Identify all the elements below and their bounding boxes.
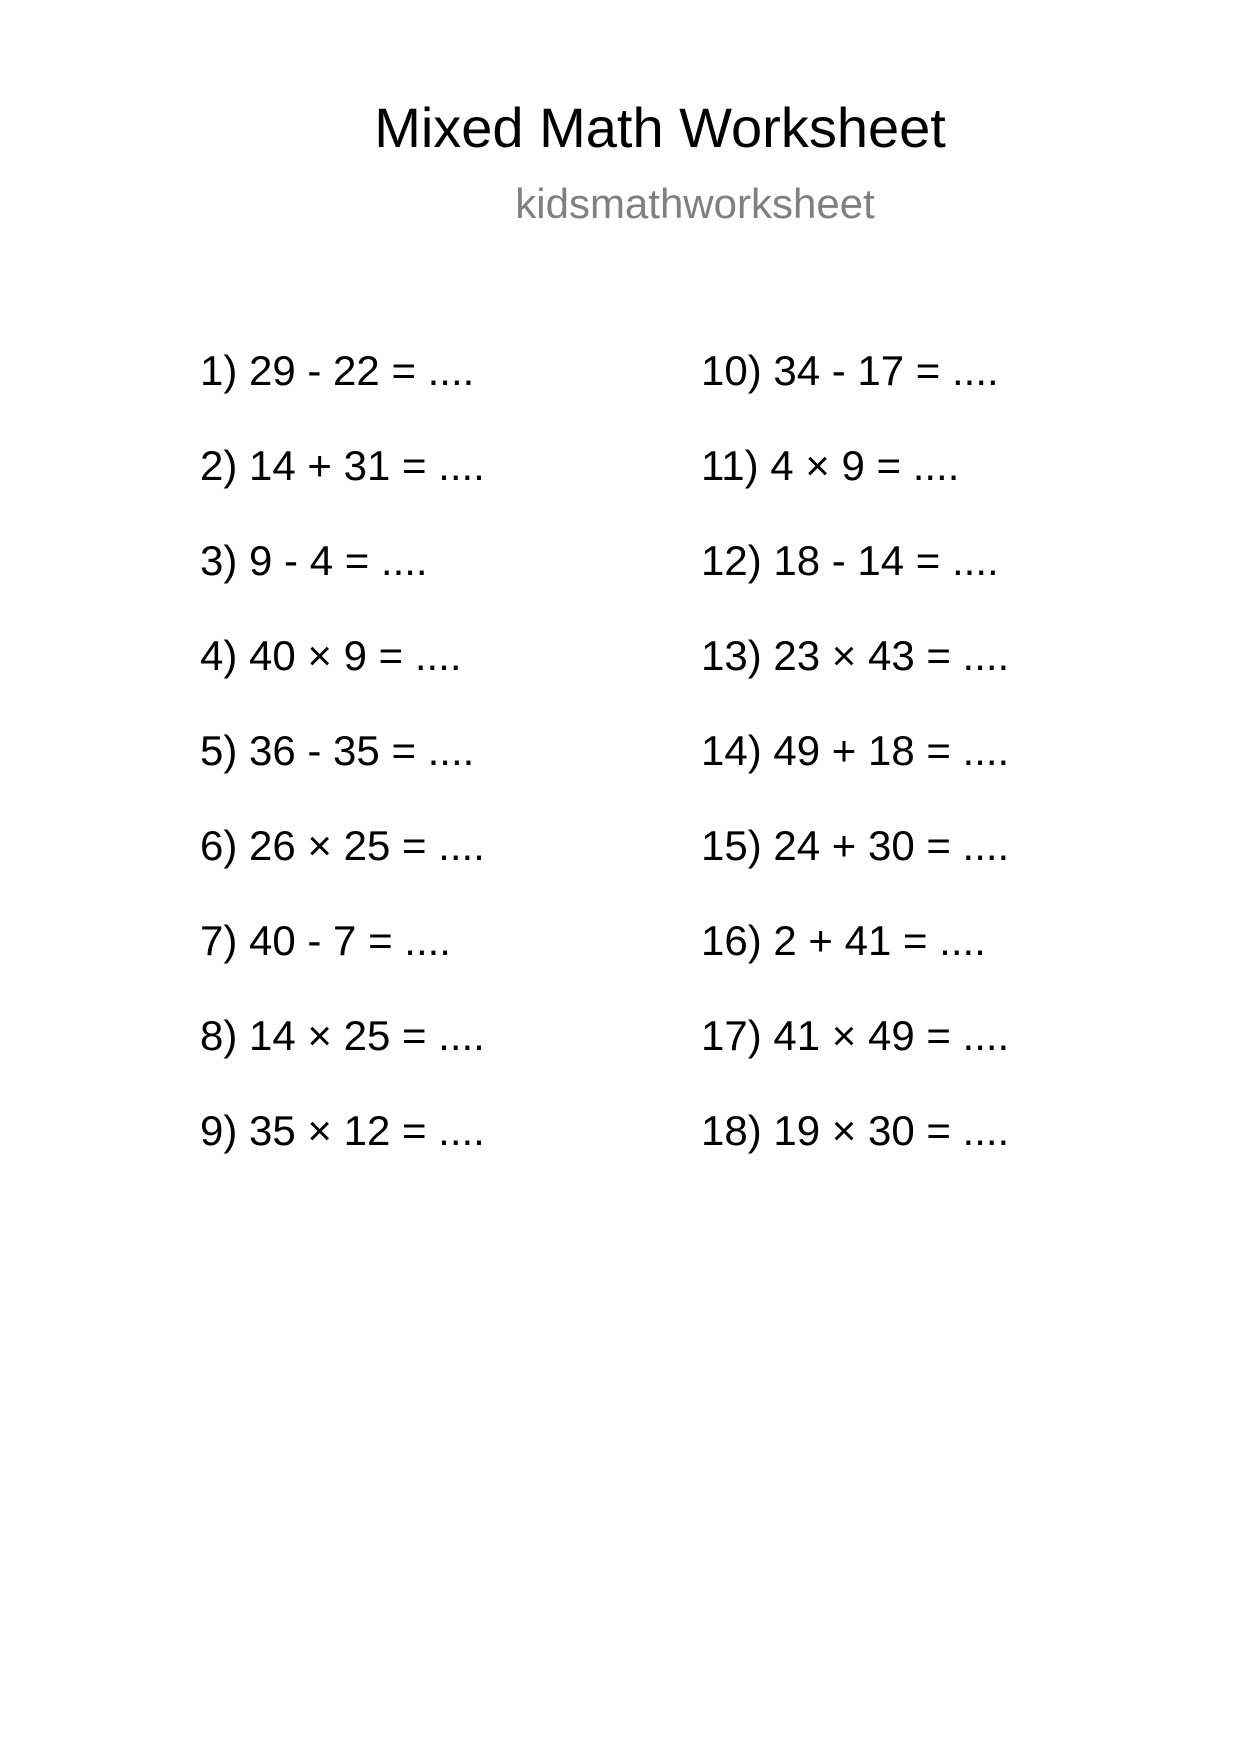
math-problem: 8) 14 × 25 = ....: [200, 1012, 485, 1059]
math-problem: 12) 18 - 14 = ....: [701, 537, 999, 584]
math-problem: 9) 35 × 12 = ....: [200, 1107, 485, 1154]
math-problem: 1) 29 - 22 = ....: [200, 347, 475, 394]
math-problem: 6) 26 × 25 = ....: [200, 822, 485, 869]
math-problem: 13) 23 × 43 = ....: [701, 632, 1010, 679]
math-problem: 2) 14 + 31 = ....: [200, 442, 485, 489]
math-problem: 7) 40 - 7 = ....: [200, 917, 451, 964]
math-problem: 14) 49 + 18 = ....: [701, 727, 1010, 774]
math-problem: 16) 2 + 41 = ....: [701, 917, 986, 964]
math-problem: 10) 34 - 17 = ....: [701, 347, 999, 394]
problem-column-left: [200, 347, 485, 1205]
math-problem: 15) 24 + 30 = ....: [701, 822, 1010, 869]
math-problem: 17) 41 × 49 = ....: [701, 1012, 1010, 1059]
math-problem: 11) 4 × 9 = ....: [701, 442, 960, 489]
worksheet-subtitle: kidsmathworksheet: [515, 180, 875, 227]
math-problem: 18) 19 × 30 = ....: [701, 1107, 1010, 1154]
math-problem: 4) 40 × 9 = ....: [200, 632, 462, 679]
worksheet-title: Mixed Math Worksheet: [374, 96, 946, 159]
math-problem: 5) 36 - 35 = ....: [200, 727, 475, 774]
problem-column-right: [701, 347, 1010, 1205]
math-problem: 3) 9 - 4 = ....: [200, 537, 428, 584]
